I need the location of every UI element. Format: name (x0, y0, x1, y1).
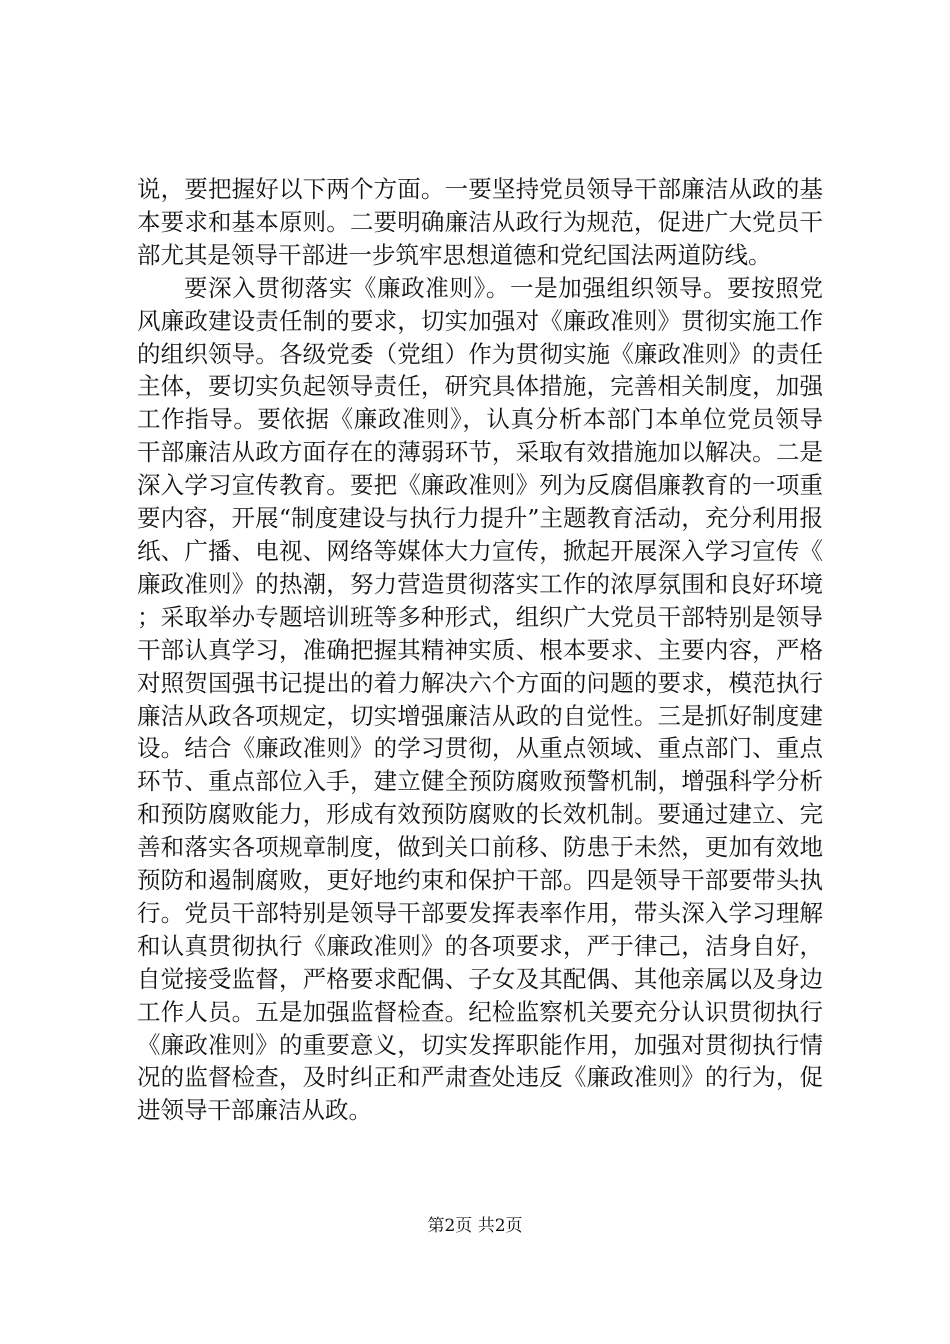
paragraph-continuation: 说，要把握好以下两个方面。一要坚持党员领导干部廉洁从政的基本要求和基本原则。二要明确廉洁从政行为规范，促进广大党员干部尤其是领导干部进一步筑牢思想道德和党纪国法两道防线。 (137, 175, 823, 269)
document-body (137, 173, 823, 1127)
page-number-footer: 第2页 共2页 (427, 1216, 523, 1236)
paragraph-implementation: 要深入贯彻落实《廉政准则》。一是加强组织领导。要按照党风廉政建设责任制的要求，切实加强对《廉政准则》贯彻实施工作的组织领导。各级党委（党组）作为贯彻实施《廉政准则》的责任主体，要切实负起领导责任，研究具体措施，完善相关制度，加强工作指导。要依据《廉政准则》，认真分析本部门本单位党员领导干部廉洁从政方面存在的薄弱环节，采取有效措施加以解决。二是深入学习宣传教育。要把《廉政准则》列为反腐倡廉教育的一项重要内容，开展“制度建设与执行力提升”主题教育活动，充分利用报纸、广播、电视、网络等媒体大力宣传，掀起开展深入学习宣传《廉政准则》的热潮，努力营造贯彻落实工作的浓厚氛围和良好环境；采取举办专题培训班等多种形式，组织广大党员干部特别是领导干部认真学习，准确把握其精神实质、根本要求、主要内容，严格对照贺国强书记提出的着力解决六个方面的问题的要求，模范执行廉洁从政各项规定，切实增强廉洁从政的自觉性。三是抓好制度建设。结合《廉政准则》的学习贯彻，从重点领域、重点部门、重点环节、重点部位入手，建立健全预防腐败预警机制，增强科学分析和预防腐败能力，形成有效预防腐败的长效机制。要通过建立、完善和落实各项规章制度，做到关口前移、防患于未然，更加有效地预防和遏制腐败，更好地约束和保护干部。四是领导干部要带头执行。党员干部特别是领导干部要发挥表率作用，带头深入学习理解和认真贯彻执行《廉政准则》的各项要求，严于律己，洁身自好，自觉接受监督，严格要求配偶、子女及其配偶、其他亲属以及身边工作人员。五是加强监督检查。纪检监察机关要充分认识贯彻执行《廉政准则》的重要意义，切实发挥职能作用，加强对贯彻执行情况的监督检查，及时纠正和严肃查处违反《廉政准则》的行为，促进领导干部廉洁从政。 (137, 273, 823, 1125)
